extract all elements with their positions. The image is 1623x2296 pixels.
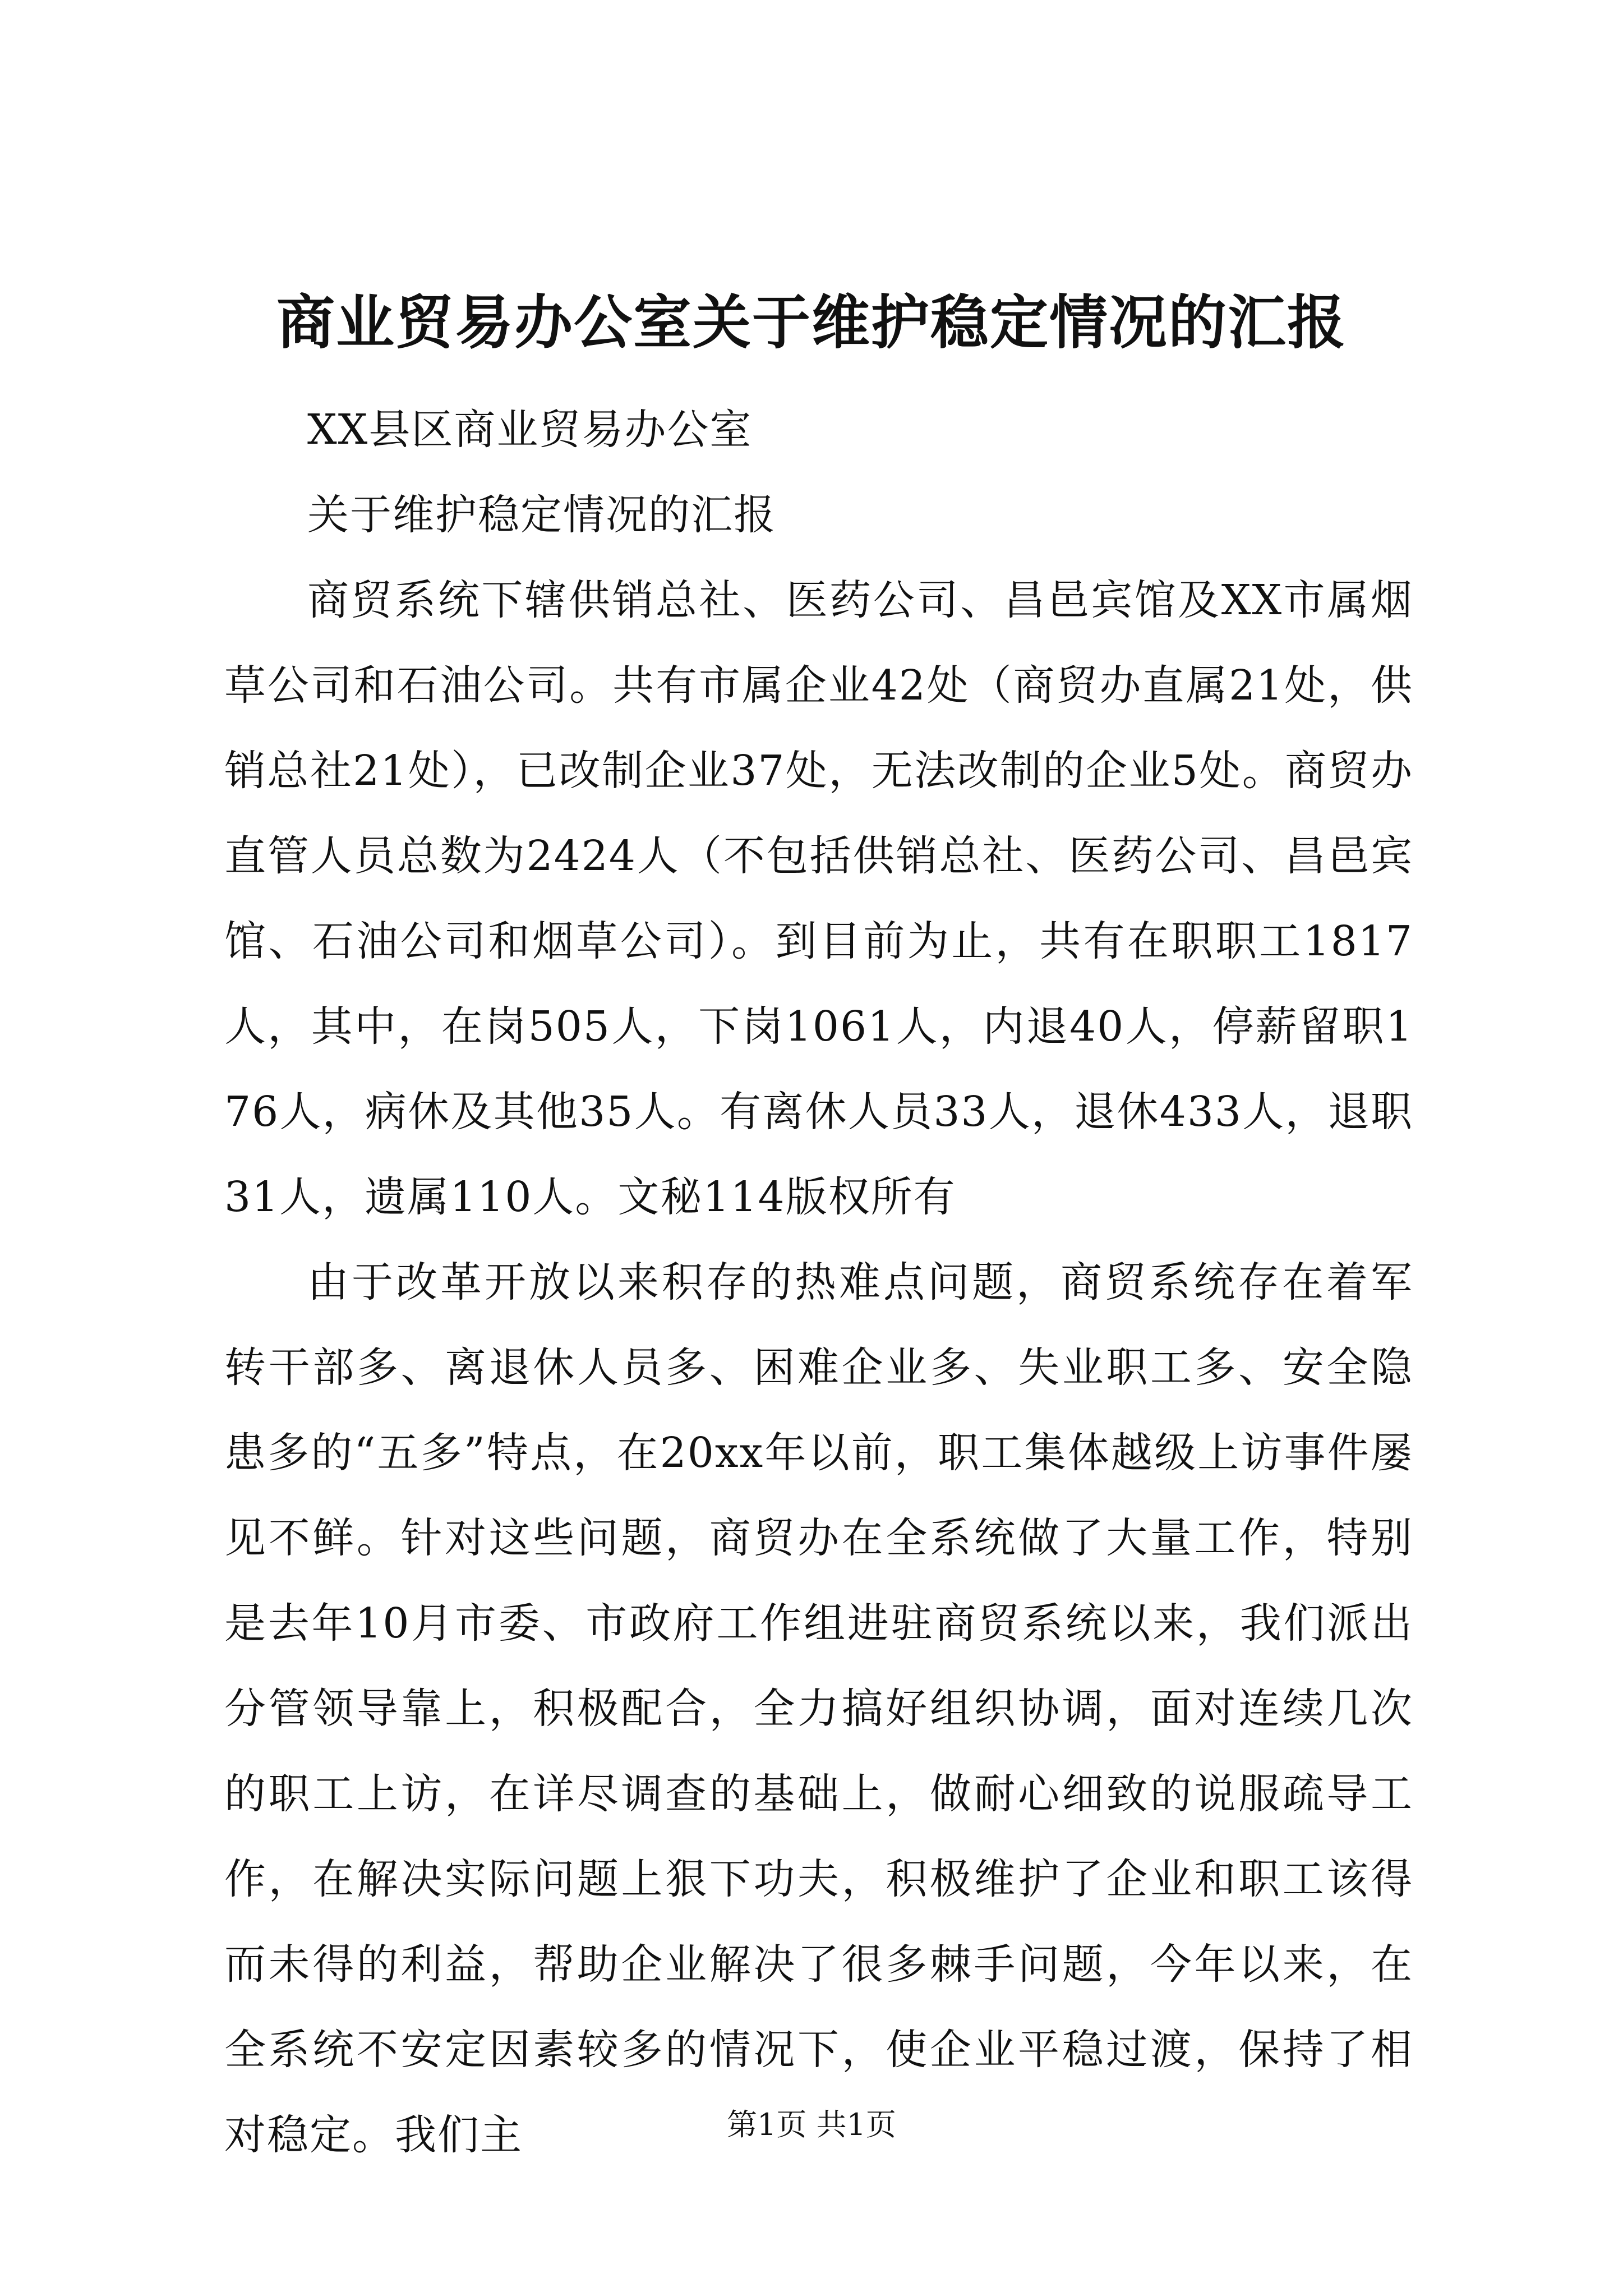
page-footer: 第1页 共1页 (727, 2107, 896, 2142)
subject-line: 关于维护稳定情况的汇报 (307, 491, 776, 539)
document-title: 商业贸易办公室关于维护稳定情况的汇报 (276, 288, 1347, 357)
body-paragraph-2: 由于改革开放以来积存的热难点问题，商贸系统存在着军转干部多、离退休人员多、困难企业多、失业职工多、安全隐患多的“五多”特点，在20xx年以前，职工集体越级上访事件屡见不鲜。针对这些问题，商贸办在全系统做了大量工作，特别是去年10月市委、市政府工作组进驻商贸系统以来，我们派出分管领导靠上，积极配合，全力搞好组织协调，面对连续几次的职工上访，在详尽调查的基础上，做耐心细致的说服疏导工作，在解决实际问题上狠下功夫，积极维护了企业和职工该得而未得的利益，帮助企业解决了很多棘手问题，今年以来，在全系统不安定因素较多的情况下，使企业平稳过渡，保持了相对稳定。我们主 (224, 1258, 1413, 2159)
document-body (224, 387, 1413, 2178)
body-paragraph-1: 商贸系统下辖供销总社、医药公司、昌邑宾馆及XX市属烟草公司和石油公司。共有市属企业42处（商贸办直属21处，供销总社21处），已改制企业37处，无法改制的企业5处。商贸办直管人员总数为2424人（不包括供销总社、医药公司、昌邑宾馆、石油公司和烟草公司）。到目前为止，共有在职职工1817人，其中，在岗505人，下岗1061人，内退40人，停薪留职176人，病休及其他35人。有离休人员33人，退休433人，退职31人，遗属110人。文秘114版权所有 (224, 576, 1413, 1221)
org-line: XX县区商业贸易办公室 (307, 406, 753, 454)
